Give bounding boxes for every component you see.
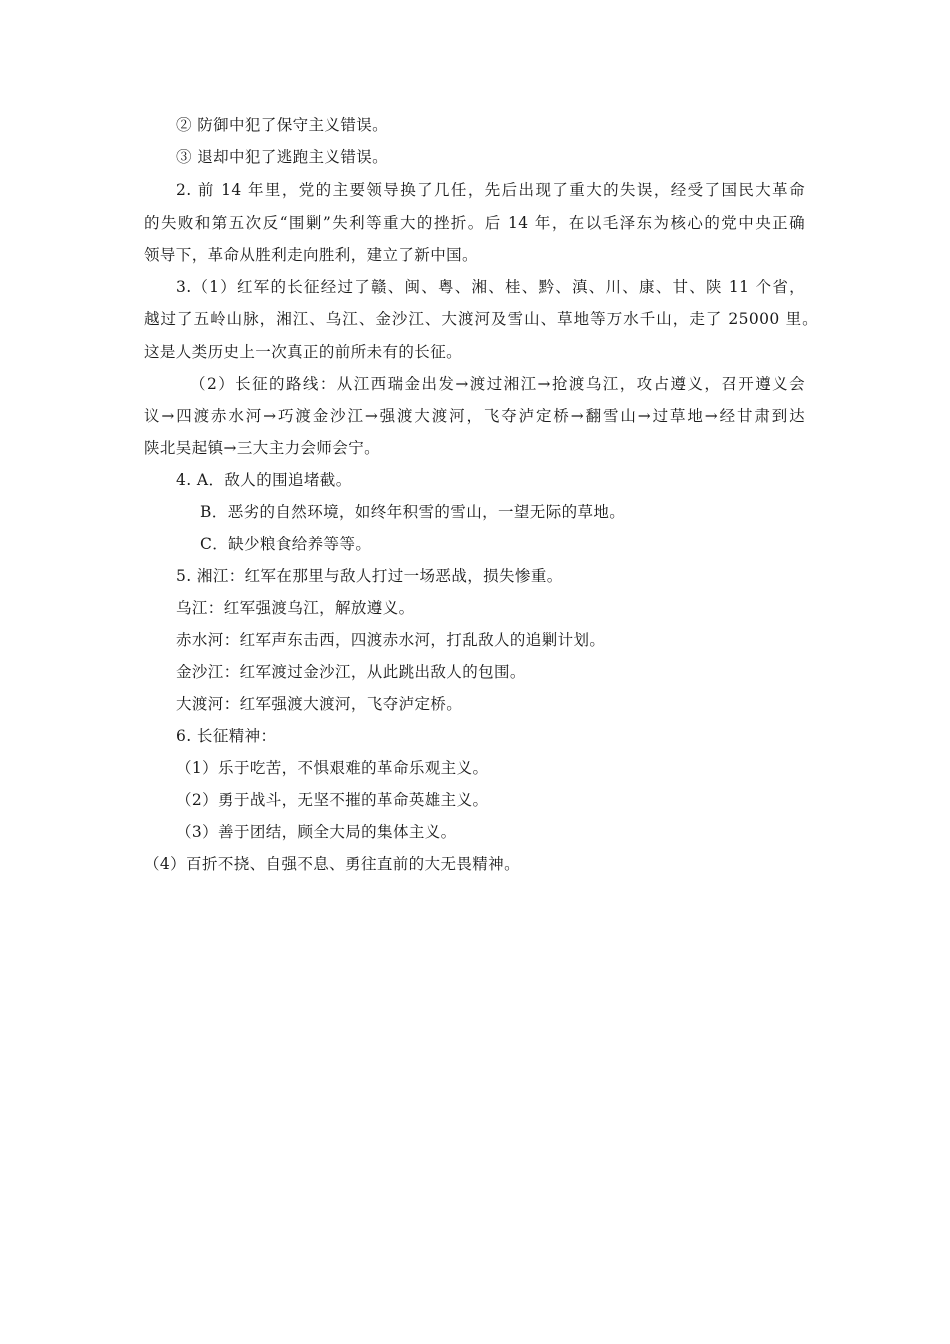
text-line: 议→四渡赤水河→巧渡金沙江→强渡大渡河，飞夺泸定桥→翻雪山→过草地→经甘肃到达 xyxy=(144,407,805,425)
text-line: ② 防御中犯了保守主义错误。 xyxy=(176,116,389,134)
text-line: 领导下，革命从胜利走向胜利，建立了新中国。 xyxy=(144,246,478,264)
text-line: （3）善于团结，顾全大局的集体主义。 xyxy=(176,823,457,841)
text-line: 大渡河：红军强渡大渡河，飞夺泸定桥。 xyxy=(176,695,463,713)
text-line: 5. 湘江：红军在那里与敌人打过一场恶战，损失惨重。 xyxy=(176,567,563,585)
text-line: 赤水河：红军声东击西，四渡赤水河，打乱敌人的追剿计划。 xyxy=(176,631,606,649)
text-line: 3.（1）红军的长征经过了赣、闽、粤、湘、桂、黔、滇、川、康、甘、陕 11 个省， xyxy=(176,278,805,296)
text-line: （4）百折不挠、自强不息、勇往直前的大无畏精神。 xyxy=(144,855,520,873)
text-line: C．缺少粮食给养等等。 xyxy=(200,535,372,553)
text-line: （1）乐于吃苦，不惧艰难的革命乐观主义。 xyxy=(176,759,489,777)
text-line: （2）勇于战斗，无坚不摧的革命英雄主义。 xyxy=(176,791,489,809)
text-line: （2）长征的路线：从江西瑞金出发→渡过湘江→抢渡乌江，攻占遵义，召开遵义会 xyxy=(190,375,805,393)
text-line: 的失败和第五次反“围剿”失利等重大的挫折。后 14 年，在以毛泽东为核心的党中央正确 xyxy=(144,214,805,232)
text-line: 2. 前 14 年里，党的主要领导换了几任，先后出现了重大的失误，经受了国民大革命 xyxy=(176,181,805,199)
text-line: 陕北吴起镇→三大主力会师会宁。 xyxy=(144,439,380,457)
text-line: B．恶劣的自然环境，如终年积雪的雪山，一望无际的草地。 xyxy=(200,503,626,521)
text-line: 越过了五岭山脉，湘江、乌江、金沙江、大渡河及雪山、草地等万水千山，走了 25000 里。 xyxy=(144,310,818,328)
text-line: 金沙江：红军渡过金沙江，从此跳出敌人的包围。 xyxy=(176,663,526,681)
text-line: 4. A．敌人的围追堵截。 xyxy=(176,471,352,489)
text-line: 这是人类历史上一次真正的前所未有的长征。 xyxy=(144,343,463,361)
text-line: 6. 长征精神： xyxy=(176,727,277,745)
text-line: ③ 退却中犯了逃跑主义错误。 xyxy=(176,148,389,166)
text-line: 乌江：红军强渡乌江，解放遵义。 xyxy=(176,599,415,617)
